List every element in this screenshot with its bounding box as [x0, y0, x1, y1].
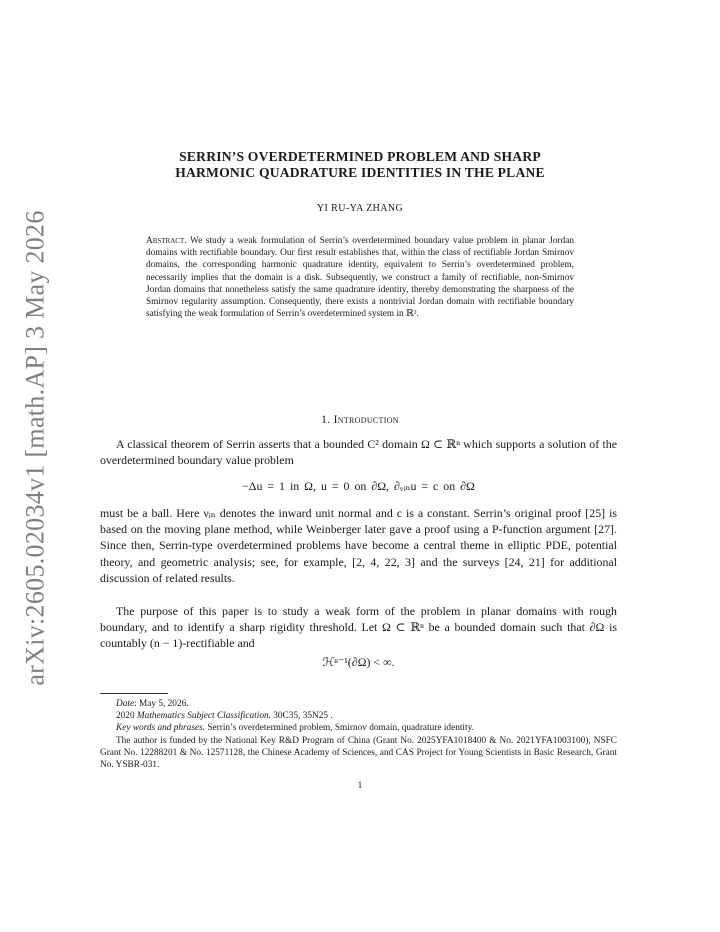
footnote-date [100, 698, 617, 710]
footnote-rule [100, 693, 168, 694]
arxiv-identifier-stamp [16, 210, 56, 686]
footnote-date-label: Date [116, 699, 135, 709]
footnote-date-value: : May 5, 2026. [134, 699, 189, 709]
title-line-1: SERRIN’S OVERDETERMINED PROBLEM AND SHARP [179, 149, 541, 164]
section-number: 1. [321, 413, 331, 426]
abstract-text: We study a weak formulation of Serrin’s overdetermined boundary value problem in planar Jordan domains with rectifiable boundary. Our first result establishes that, within the class of rectifiable Jordan Smirnov domains, the corresponding harmonic quadrature identity, equivalent to Serrin’s overdetermined problem, necessarily implies that the domain is a disk. Subsequently, we construct a family of rectifiable, non-Smirnov Jordan domains that nonetheless satisfy the same quadrature identity, thereby demonstrating the sharpness of the Smirnov regularity assumption. Consequently, there exists a nontrivial Jordan domain with rectifiable boundary satisfying the weak formulation of Serrin’s overdetermined system in ℝ². [146, 236, 574, 320]
footnote-msc-label: Mathematics Subject Classification. [136, 711, 271, 722]
page-number: 1 [357, 781, 363, 791]
footnote-keywords-value: Serrin’s overdetermined problem, Smirnov domain, quadrature identity. [205, 723, 474, 734]
footnote-msc-year: 2020 [116, 711, 137, 722]
footnote-funding: The author is funded by the National Key R&D Program of China (Grant No. 2025YFA1018400 & No. 2021YFA1003100), NSFC Grant No. 12288201 & No. 12571128, the Chinese Academy of Sciences, and CAS Project for Young Scientists in Basic Research, Grant No. YSBR-031. [100, 735, 617, 771]
footnotes [100, 698, 617, 771]
equation-hausdorff-measure: ℋⁿ⁻¹(∂Ω) < ∞. [322, 655, 395, 669]
footnote-msc-value: 30C35, 35N25 . [270, 711, 333, 722]
footnote-msc [100, 710, 617, 722]
author-name: YI RU-YA ZHANG [316, 203, 404, 214]
intro-paragraph-2: must be a ball. Here νᵢₙ denotes the inward unit normal and c is a constant. Serrin’s original proof [25] is based on the moving plane method, while Weinberger later gave a proof using a P-function argument [27]. Since then, Serrin-type overdetermined problems have become a central theme in elliptic PDE, potential theory, and geometric analysis; see, for example, [2, 4, 22, 3] and the surveys [24, 21] for additional discussion of related results. [100, 506, 617, 585]
arxiv-identifier-text: arXiv:2605.02034v1 [math.AP] 3 May 2026 [21, 210, 51, 686]
intro-paragraph-3: The purpose of this paper is to study a weak form of the problem in planar domains with rough boundary, and to identify a sharp rigidity threshold. Let Ω ⊂ ℝⁿ be a bounded domain such that ∂Ω is countably (n − 1)-rectifiable and [100, 604, 617, 651]
footnote-keywords-label: Key words and phrases. [116, 723, 206, 734]
abstract-label: Abstract. [146, 236, 187, 246]
intro-paragraph-1: A classical theorem of Serrin asserts that a bounded C² domain Ω ⊂ ℝⁿ which supports a solution of the overdetermined boundary value problem [100, 437, 617, 468]
title-line-2: HARMONIC QUADRATURE IDENTITIES IN THE PLANE [175, 164, 545, 180]
equation-overdetermined-problem: −Δu = 1 in Ω, u = 0 on ∂Ω, ∂ᵥᵢₙu = c on ∂Ω [242, 479, 475, 493]
section-title: Introduction [333, 413, 399, 426]
paper-title [100, 149, 620, 180]
footnote-keywords [100, 722, 617, 734]
section-heading [100, 413, 620, 426]
abstract [146, 235, 574, 320]
